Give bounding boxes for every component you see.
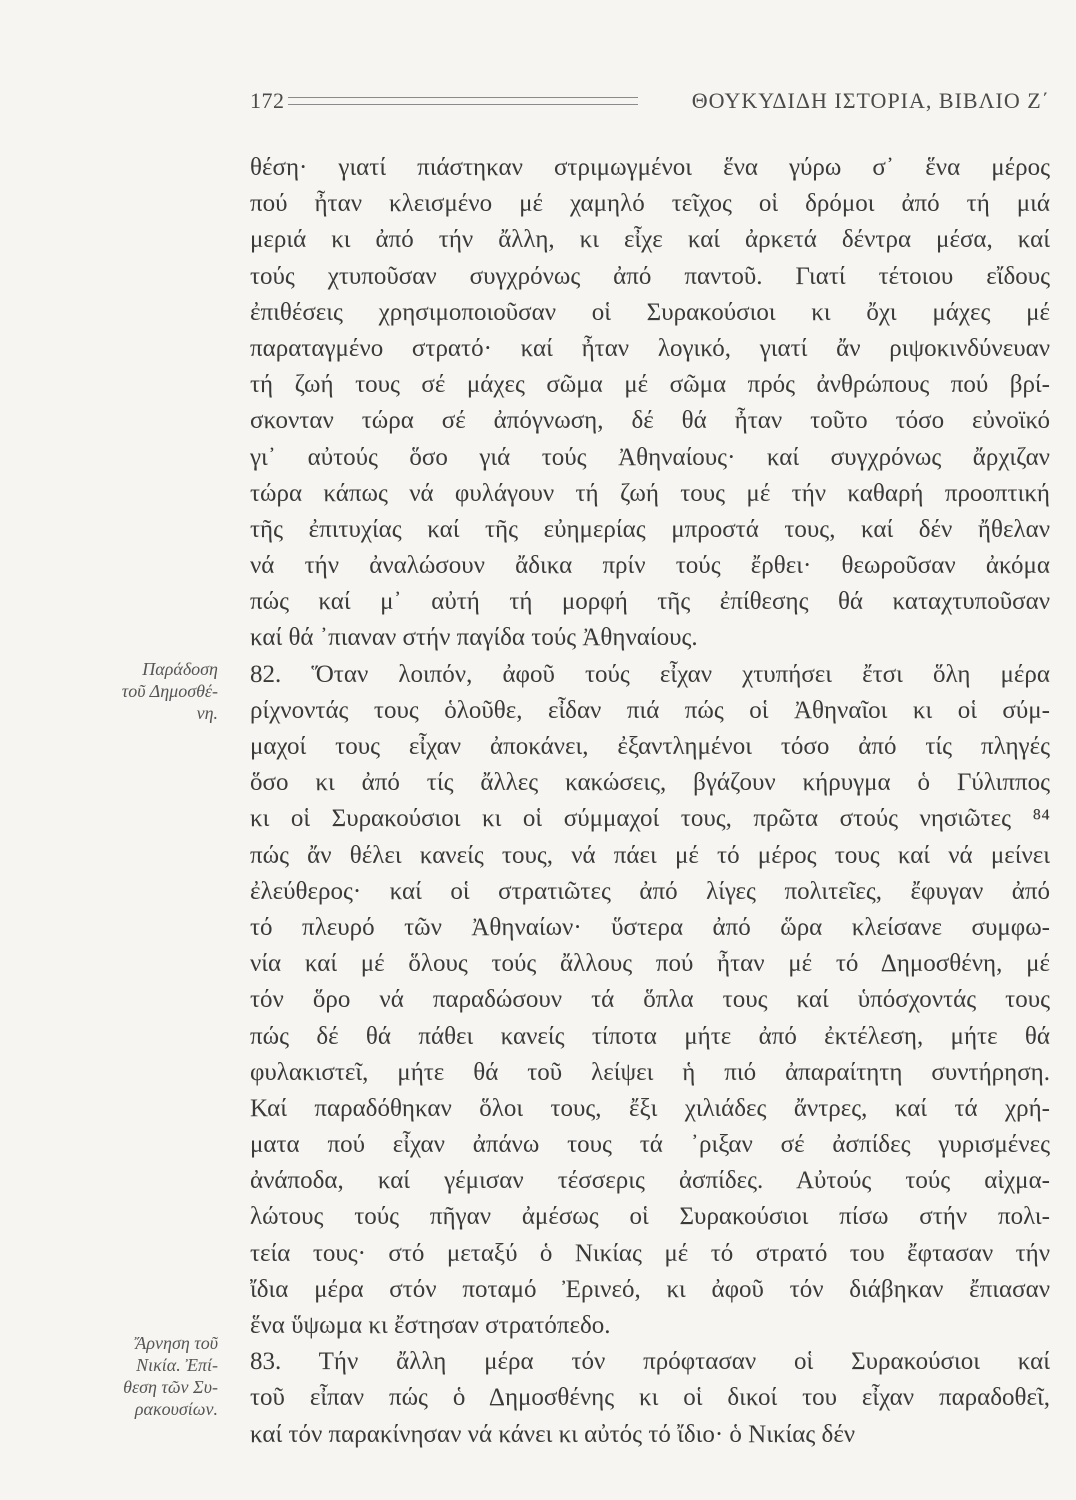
paragraph-2 bbox=[250, 657, 1050, 1345]
margin-note-2 bbox=[100, 1332, 218, 1420]
text-line: ἴδια μέρα στόν ποταμό Ἐρινεό, κι ἀφοῦ τόν διάβηκαν ἔπιασαν bbox=[250, 1275, 1050, 1303]
text-line: τό πλευρό τῶν Ἀθηναίων· ὕστερα ἀπό ὥρα κλείσανε συμφω- bbox=[250, 913, 1050, 941]
text-line: νία καί μέ ὅλους τούς ἄλλους πού ἦταν μέ τό Δημοσθένη, μέ bbox=[250, 950, 1050, 978]
text-line: γι᾽ αὐτούς ὅσο γιά τούς Ἀθηναίους· καί συγχρόνως ἄρχιζαν bbox=[250, 443, 1050, 471]
text-line: τώρα κάπως νά φυλάγουν τή ζωή τους μέ τήν καθαρή προοπτική bbox=[250, 479, 1050, 507]
text-line: πού ἦταν κλεισμένο μέ χαμηλό τεῖχος οἱ δρόμοι ἀπό τή μιά bbox=[250, 190, 1050, 218]
header-rule bbox=[288, 97, 638, 105]
page-header bbox=[250, 88, 1050, 118]
margin-note-line: Ἄρνηση τοῦ bbox=[135, 1333, 218, 1353]
text-line: παραταγμένο στρατό· καί ἦταν λογικό, γιατί ἄν ριψοκινδύνευαν bbox=[250, 334, 1050, 362]
margin-note-line: ρακουσίων. bbox=[134, 1399, 218, 1419]
text-line: ματα πού εἶχαν ἀπάνω τους τά ᾽ριξαν σέ ἀσπίδες γυρισμένες bbox=[250, 1131, 1050, 1159]
text-line: τῆς ἐπιτυχίας καί τῆς εὐημερίας μπροστά τους, καί δέν ἤθελαν bbox=[250, 515, 1050, 543]
text-line: καί τόν παρακίνησαν νά κάνει κι αὐτός τό ἴδιο· ὁ Νικίας δέν bbox=[250, 1420, 856, 1448]
text-line: τεία τους· στό μεταξύ ὁ Νικίας μέ τό στρατό του ἔφτασαν τήν bbox=[250, 1239, 1050, 1267]
text-line: ὅσο κι ἀπό τίς ἄλλες κακώσεις, βγάζουν κήρυγμα ὁ Γύλιππος bbox=[250, 769, 1050, 797]
margin-note-line: θεση τῶν Συ- bbox=[123, 1377, 218, 1397]
text-line: ἐλεύθερος· καί οἱ στρατιῶτες ἀπό λίγες πολιτεῖες, ἔφυγαν ἀπό bbox=[250, 877, 1050, 905]
text-line: τόν ὅρο νά παραδώσουν τά ὅπλα τους καί ὑπόσχοντάς τους bbox=[250, 986, 1050, 1014]
margin-note-line: Νικία. Ἐπί- bbox=[136, 1355, 218, 1375]
text-line: πώς ἄν θέλει κανείς τους, νά πάει μέ τό μέρος τους καί νά μείνει bbox=[250, 841, 1050, 869]
text-line: σκονταν τώρα σέ ἀπόγνωση, δέ θά ἦταν τοῦτο τόσο εὐνοϊκό bbox=[250, 407, 1050, 435]
body-text bbox=[250, 150, 1050, 1453]
text-line: πώς καί μ᾽ αὐτή τή μορφή τῆς ἐπίθεσης θά καταχτυποῦσαν bbox=[250, 588, 1050, 616]
text-line: τούς χτυποῦσαν συγχρόνως ἀπό παντοῦ. Γιατί τέτοιου εἴδους bbox=[250, 262, 1050, 290]
margin-note-line: Παράδοση bbox=[142, 659, 218, 679]
margin-note-line: νη. bbox=[196, 703, 218, 723]
text-line: μεριά κι ἀπό τήν ἄλλη, κι εἶχε καί ἀρκετά δέντρα μέσα, καί bbox=[250, 226, 1050, 254]
paragraph-3 bbox=[250, 1344, 1050, 1453]
text-line: φυλακιστεῖ, μήτε θά τοῦ λείψει ἡ πιό ἀπαραίτητη συντήρηση. bbox=[250, 1058, 1050, 1086]
text-line: μαχοί τους εἶχαν ἀποκάνει, ἐξαντλημένοι τόσο ἀπό τίς πληγές bbox=[250, 733, 1050, 760]
text-line: τή ζωή τους σέ μάχες σῶμα μέ σῶμα πρός ἀνθρώπους πού βρί- bbox=[250, 371, 1050, 399]
text-line: λώτους τούς πῆγαν ἀμέσως οἱ Συρακούσιοι πίσω στήν πολι- bbox=[250, 1203, 1050, 1231]
text-line: νά τήν ἀναλώσουν ἄδικα πρίν τούς ἔρθει· θεωροῦσαν ἀκόμα bbox=[250, 552, 1050, 580]
text-line: κι οἱ Συρακούσιοι κι οἱ σύμμαχοί τους, πρῶτα στούς νησιῶτες ⁸⁴ bbox=[250, 805, 1050, 833]
text-line: 83. Τήν ἄλλη μέρα τόν πρόφτασαν οἱ Συρακούσιοι καί bbox=[250, 1348, 1050, 1376]
text-line: ρίχνοντάς τους ὁλοῦθε, εἶδαν πιά πώς οἱ Ἀθηναῖοι κι οἱ σύμ- bbox=[250, 696, 1050, 724]
text-line: 82. Ὅταν λοιπόν, ἀφοῦ τούς εἶχαν χτυπήσει ἔτσι ὅλη μέρα bbox=[250, 660, 1050, 688]
margin-note-1 bbox=[100, 658, 218, 724]
text-line: πώς δέ θά πάθει κανείς τίποτα μήτε ἀπό ἐκτέλεση, μήτε θά bbox=[250, 1022, 1050, 1050]
running-title: ΘΟΥΚΥΔΙΔΗ ΙΣΤΟΡΙΑ, ΒΙΒΛΙΟ Ζ΄ bbox=[691, 88, 1050, 113]
text-line: καί θά ᾽πιαναν στήν παγίδα τούς Ἀθηναίους. bbox=[250, 624, 698, 652]
text-line: ἀνάποδα, καί γέμισαν τέσσερις ἀσπίδες. Αὐτούς τούς αἰχμα- bbox=[250, 1167, 1050, 1195]
text-line: ἕνα ὕψωμα κι ἔστησαν στρατόπεδο. bbox=[250, 1312, 611, 1339]
page-number: 172 bbox=[250, 88, 285, 113]
margin-note-line: τοῦ Δημοσθέ- bbox=[121, 681, 218, 701]
text-line: Καί παραδόθηκαν ὅλοι τους, ἔξι χιλιάδες ἄντρες, καί τά χρή- bbox=[250, 1094, 1050, 1122]
text-line: θέση· γιατί πιάστηκαν στριμωγμένοι ἕνα γύρω σ᾽ ἕνα μέρος bbox=[250, 154, 1050, 181]
paragraph-1 bbox=[250, 150, 1050, 657]
text-line: ἐπιθέσεις χρησιμοποιοῦσαν οἱ Συρακούσιοι κι ὄχι μάχες μέ bbox=[250, 298, 1050, 326]
text-line: τοῦ εἶπαν πώς ὁ Δημοσθένης κι οἱ δικοί του εἶχαν παραδοθεῖ, bbox=[250, 1384, 1050, 1412]
